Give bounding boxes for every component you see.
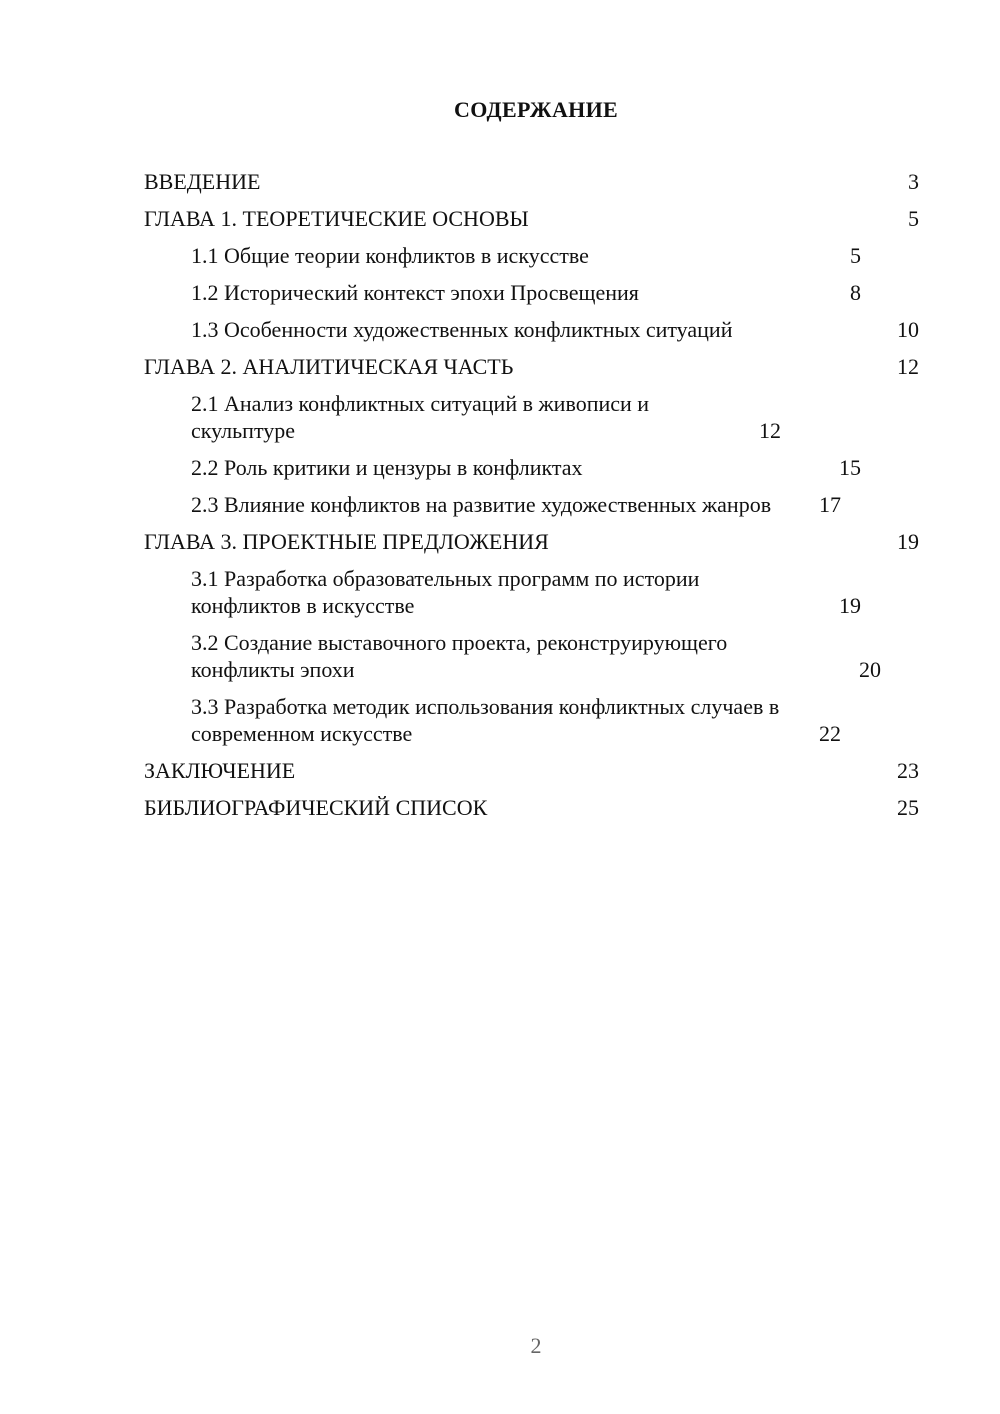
toc-entry-page: 15 — [839, 455, 861, 480]
toc-entry-page: 17 — [819, 492, 841, 517]
toc-entry-page: 12 — [759, 418, 781, 443]
toc-entry-section-2-3 — [144, 491, 919, 518]
toc-entry-label: 2.2 Роль критики и цензуры в конфликтах — [191, 455, 583, 480]
table-of-contents — [144, 168, 919, 831]
toc-entry-chapter-2 — [144, 353, 919, 380]
toc-entry-page: 20 — [859, 657, 881, 682]
toc-entry-section-2-2 — [144, 454, 919, 481]
toc-entry-page: 19 — [839, 593, 861, 618]
toc-entry-label: ГЛАВА 3. ПРОЕКТНЫЕ ПРЕДЛОЖЕНИЯ — [144, 529, 549, 554]
toc-entry-chapter-1 — [144, 205, 919, 232]
toc-entry-section-3-1 — [144, 565, 919, 619]
toc-entry-label: 3.3 Разработка методик использования конфликтных случаев в современном искусстве — [191, 694, 780, 746]
toc-entry-page: 3 — [908, 169, 919, 194]
toc-entry-label: 3.2 Создание выставочного проекта, реконструирующего конфликты эпохи — [191, 630, 728, 682]
toc-entry-section-3-2 — [144, 629, 919, 683]
toc-entry-page: 23 — [897, 758, 919, 783]
toc-entry-section-1-1 — [144, 242, 919, 269]
toc-entry-page: 12 — [897, 354, 919, 379]
toc-entry-label: ВВЕДЕНИЕ — [144, 169, 261, 194]
toc-entry-section-1-2 — [144, 279, 919, 306]
toc-entry-label: ГЛАВА 1. ТЕОРЕТИЧЕСКИЕ ОСНОВЫ — [144, 206, 529, 231]
toc-entry-label: 1.3 Особенности художественных конфликтных ситуаций — [191, 317, 733, 342]
toc-entry-conclusion — [144, 757, 919, 784]
toc-entry-label: 3.1 Разработка образовательных программ по истории конфликтов в искусстве — [191, 566, 700, 618]
toc-entry-label: 2.3 Влияние конфликтов на развитие художественных жанров — [191, 492, 772, 517]
toc-entry-label: 2.1 Анализ конфликтных ситуаций в живописи и скульптуре — [191, 391, 650, 443]
toc-entry-page: 5 — [850, 243, 861, 268]
page-title: СОДЕРЖАНИЕ — [454, 97, 618, 122]
toc-entry-label: БИБЛИОГРАФИЧЕСКИЙ СПИСОК — [144, 795, 488, 820]
toc-entry-bibliography — [144, 794, 919, 821]
toc-entry-chapter-3 — [144, 528, 919, 555]
toc-entry-section-3-3 — [144, 693, 919, 747]
toc-entry-section-1-3 — [144, 316, 919, 343]
toc-entry-page: 19 — [897, 529, 919, 554]
toc-entry-introduction — [144, 168, 919, 195]
toc-entry-label: ЗАКЛЮЧЕНИЕ — [144, 758, 296, 783]
toc-entry-label: 1.1 Общие теории конфликтов в искусстве — [191, 243, 589, 268]
toc-entry-page: 22 — [819, 721, 841, 746]
toc-entry-page: 10 — [897, 317, 919, 342]
toc-entry-label: ГЛАВА 2. АНАЛИТИЧЕСКАЯ ЧАСТЬ — [144, 354, 514, 379]
toc-entry-section-2-1 — [144, 390, 919, 444]
toc-entry-page: 8 — [850, 280, 861, 305]
toc-entry-page: 25 — [897, 795, 919, 820]
toc-entry-page: 5 — [908, 206, 919, 231]
toc-entry-label: 1.2 Исторический контекст эпохи Просвещения — [191, 280, 639, 305]
page-number: 2 — [530, 1333, 542, 1358]
